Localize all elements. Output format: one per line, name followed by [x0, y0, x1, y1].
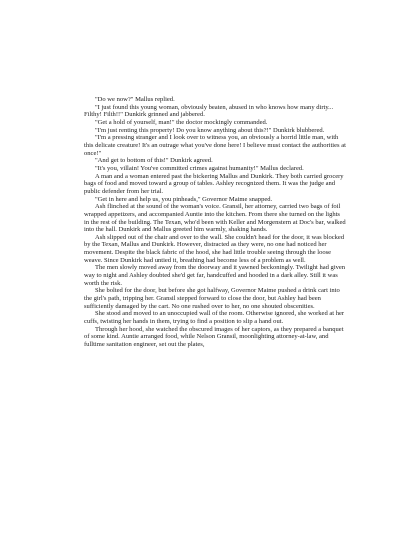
paragraph: Ash slipped out of the chair and over to the wall. She couldn't head for the door, it was blocked by the Texan, Mallus and Dunkirk. However, distracted as they were, no one had noticed her movement. Despite the black fabric of the hood, she had little trouble seeing through the loose weave. Since Dunkirk had untied it, breathing had become less of a problem as well. — [84, 233, 345, 264]
paragraph: "I'm just renting this property! Do you know anything about this?!" Dunkirk blubbered. — [95, 126, 325, 134]
paragraph: "Do we now?" Mallus replied. — [95, 96, 175, 103]
paragraph: Through her hood, she watched the obscured images of her captors, as they prepared a banquet of some kind. Auntie arranged food, while Nelson Gransil, moonlighting attorney-at-law, and fulltime sanitation engineer, set out the plates, — [84, 325, 344, 348]
paragraph: "And get to bottom of this!" Dunkirk agreed. — [95, 157, 213, 165]
paragraph: "I just found this young woman, obviously beaten, abused in who knows how many dirty... Filthy! Filth!!" Dunkirk grinned and jabbered. — [84, 103, 334, 119]
paragraph: Ash flinched at the sound of the woman's voice. Gransil, her attorney, carried two bags of foil wrapped appetizers, and accompanied Auntie into the kitchen. From there she turned on the lights in the rest of the building. The Texan, who'd been with Keller and Morgenstern at Doc's bar, walked into the hall. Dunkirk and Mallus greeted him warmly, shaking hands. — [84, 203, 346, 234]
paragraph: "It's you, villain! You've committed crimes against humanity!" Mallus declared. — [95, 164, 304, 172]
paragraph: She stood and moved to an unoccupied wall of the room. Otherwise ignored, she worked at her cuffs, twisting her hands in them, trying to find a position to slip a hand out. — [84, 310, 345, 326]
body-text — [84, 96, 346, 349]
paragraph: "Get in here and help us, you pinheads," Governor Maime snapped. — [95, 195, 273, 203]
paragraph: "Get a hold of yourself, man!" the doctor mockingly commanded. — [95, 118, 268, 126]
paragraph: "I'm a pressing stranger and I look over to witness you, an obviously a horrid little man, with this delicate creature! It's an outrage what you've done here! I believe must contact the authorities at once!" — [84, 134, 346, 157]
paragraph: She bolted for the door, but before she got halfway, Governor Maime pushed a drink cart into the girl's path, tripping her. Gransil stepped forward to close the door, but Ashley had been sufficiently damaged by the cart. No one rushed over to her, no one shouted obscenities. — [84, 287, 340, 310]
paragraph: A man and a woman entered past the bickering Mallus and Dunkirk. They both carried grocery bags of food and moved toward a group of tables. Ashley recognized them. It was the judge and public defender from her trial. — [84, 172, 344, 195]
paragraph: The men slowly moved away from the doorway and it yawned beckoningly. Twilight had given way to night and Ashley doubted she'd get far, handcuffed and hooded in a dark alley. Still it was worth the risk. — [84, 264, 346, 287]
